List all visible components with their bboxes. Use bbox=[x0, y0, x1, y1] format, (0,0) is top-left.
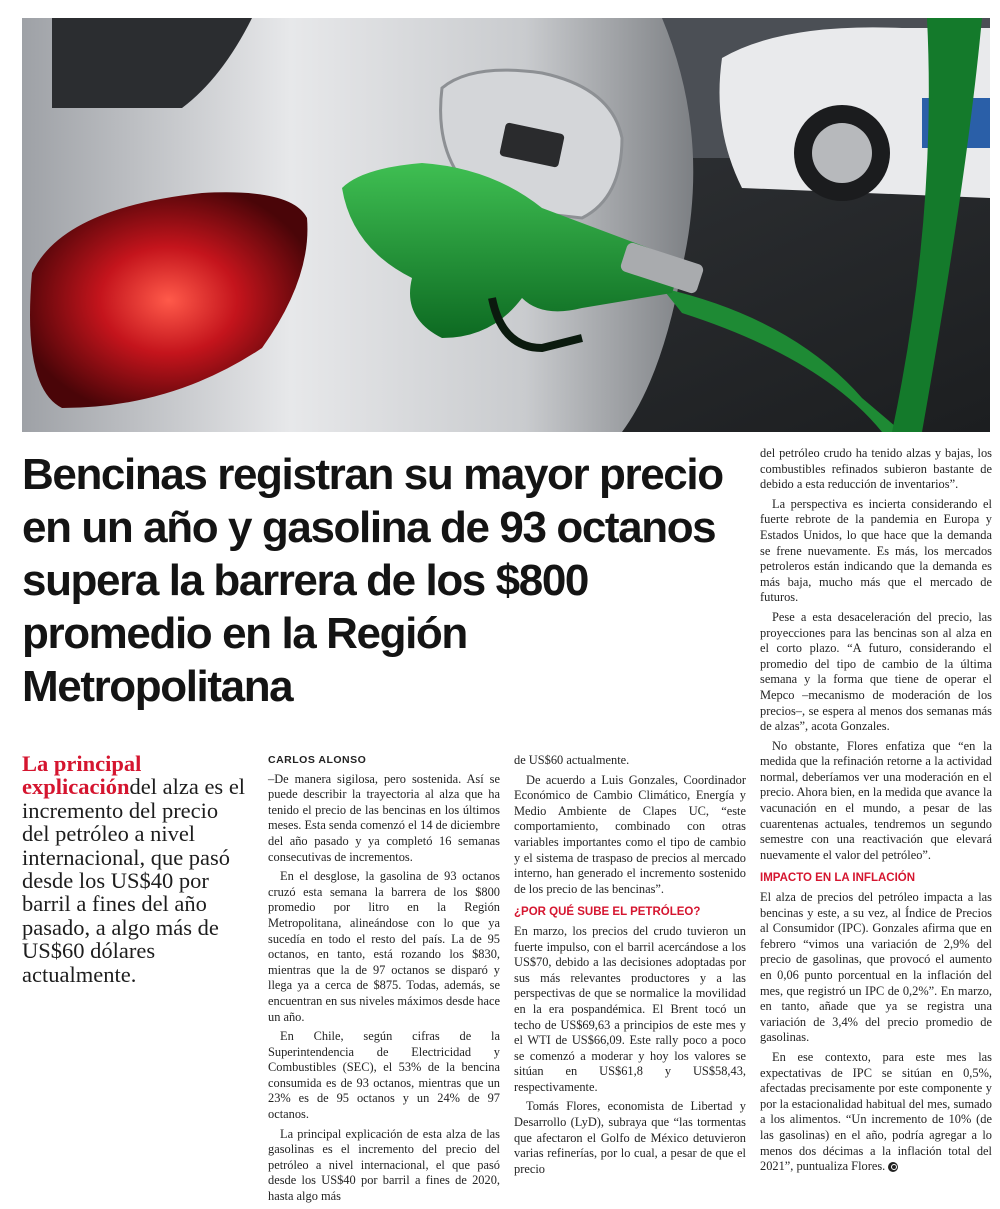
paragraph: La perspectiva es incierta considerando el fuerte rebrote de la pandemia en Europa y Estados Unidos, lo que hace que la demanda se frene nuevamente. Es más, los mercados petroleros están indicando que la demanda es más baja, mucho más que el mercado de futuros. bbox=[760, 496, 992, 605]
article-column-1 bbox=[268, 753, 500, 1209]
paragraph-final bbox=[760, 1050, 992, 1175]
byline: CARLOS ALONSO bbox=[268, 754, 367, 766]
paragraph: En marzo, los precios del crudo tuvieron un fuerte impulso, con el barril acercándose a los US$70, debido a las decisiones adoptadas por sus más relevantes productores y a las perspectivas de que se normalice la movilidad en la era pospandémica. El Brent tocó un techo de US$69,63 a principios de este mes y el WTI de US$66,09. Este rally poco a poco se comenzó a moderar y hoy los valores se sitúan en US$61,8 y US$58,43, respectivamente. bbox=[514, 923, 746, 1094]
article-photo bbox=[22, 18, 990, 432]
paragraph: En el desglose, la gasolina de 93 octanos cruzó esta semana la barrera de los $800 promedio por litro en la Región Metropolitana, alineándose con lo que ya sucedía en todo el resto del país. La de 95 octanos, en tanto, está rozando los $830, mientras que la de 97 octanos se disparó y llega ya a cerca de $875. Todas, además, se encuentran en sus niveles máximos desde hace un año. bbox=[268, 869, 500, 1024]
headline: Bencinas registran su mayor precio en un año y gasolina de 93 octanos supera la barrera de los $800 promedio en la Región Metropolitana bbox=[22, 450, 723, 711]
section-subhead: ¿POR QUÉ SUBE EL PETRÓLEO? bbox=[514, 906, 701, 919]
paragraph: En Chile, según cifras de la Superintendencia de Electricidad y Combustibles (SEC), el 53% de la bencina consumida es de 93 octanos, mientras que un 23% es de 95 octanos y un 24% de 97 octanos. bbox=[268, 1029, 500, 1122]
lead-text: del alza es el incremento del precio del petróleo a nivel internacional, que pasó desde los US$40 por barril a fines del año pasado, a algo más de US$60 dólares actualmente. bbox=[22, 774, 246, 987]
gas-pump-photo-icon bbox=[22, 18, 990, 432]
paragraph: No obstante, Flores enfatiza que “en la medida que la refinación retorne a la actividad normal, deberíamos ver una moderación en el precio. Ahora bien, en la medida que avance la vacunación en el mundo, a pesar de las cuarentenas actuales, tendremos un segundo semestre con una reactivación que elevará nuevamente el valor del petróleo”. bbox=[760, 738, 992, 862]
paragraph-continued: del petróleo crudo ha tenido alzas y bajas, los combustibles refinados subieron bastante de debido a esta reducción de inventarios”. bbox=[760, 446, 992, 492]
lead-pullquote bbox=[22, 752, 250, 986]
article-column-2 bbox=[514, 753, 746, 1181]
paragraph: Tomás Flores, economista de Libertad y Desarrollo (LyD), subraya que “las tormentas que afectaron el Golfo de México detuvieron varias refinerías, por lo cual, a pesar de que el precio bbox=[514, 1099, 746, 1176]
paragraph: La principal explicación de esta alza de las gasolinas es el incremento del precio del petróleo a nivel internacional, el que pasó desde los US$40 por barril a fines de 2020, hasta algo más bbox=[268, 1126, 500, 1204]
article-column-3 bbox=[760, 446, 992, 1179]
paragraph: –De manera sigilosa, pero sostenida. Así se puede describir la trayectoria al alza que ha tenido el precio de las bencinas en los últimos meses. Esta senda comenzó el 14 de diciembre del año pasado y ya completó 16 semanas consecutivas de incrementos. bbox=[268, 771, 500, 864]
final-text: En ese contexto, para este mes las expectativas de IPC se sitúan en 0,5%, afectadas precisamente por este componente y por la estacionalidad habitual del mes, sumado a los alimentos. “Un incremento de 10% (de las gasolinas) en el año, podría agregar a lo menos dos décimas a la inflación total del 2021”, puntualiza Flores. bbox=[760, 1049, 992, 1174]
lead-highlight: La principal explicación bbox=[22, 751, 142, 800]
paragraph: Pese a esta desaceleración del precio, las proyecciones para las bencinas son al alza en el corto plazo. “A futuro, considerando el promedio del tipo de cambio de la última semana y la forma que tiene de operar el Mepco –mecanismo de moderación de los precios–, se espera al menos dos semanas más de alzas”, acota Gonzales. bbox=[760, 609, 992, 734]
paragraph: El alza de precios del petróleo impacta a las bencinas y este, a su vez, al Índice de Precios al Consumidor (IPC). Gonzales afirma que en febrero “vimos una variación de 2,9% del precio de gasolinas, que provocó el aumento en 0,06 punto porcentual en la inflación del mes, que registró un IPC de 0,2%”. En marzo, en tanto, añade que ya se registra una variación de 3,4% del precio promedio de gasolinas. bbox=[760, 890, 992, 1045]
section-subhead: IMPACTO EN LA INFLACIÓN bbox=[760, 872, 916, 885]
paragraph-continued: de US$60 actualmente. bbox=[514, 753, 630, 767]
paragraph: De acuerdo a Luis Gonzales, Coordinador Económico de Cambio Climático, Energía y Medio Ambiente de Clapes UC, “este comportamiento, combinado con otras variables importantes como el tipo de cambio y el sistema de traspaso de precios al mercado interno, han generado el incremento sostenido de los precio de las bencinas”. bbox=[514, 772, 746, 896]
end-of-article-icon bbox=[888, 1162, 898, 1172]
